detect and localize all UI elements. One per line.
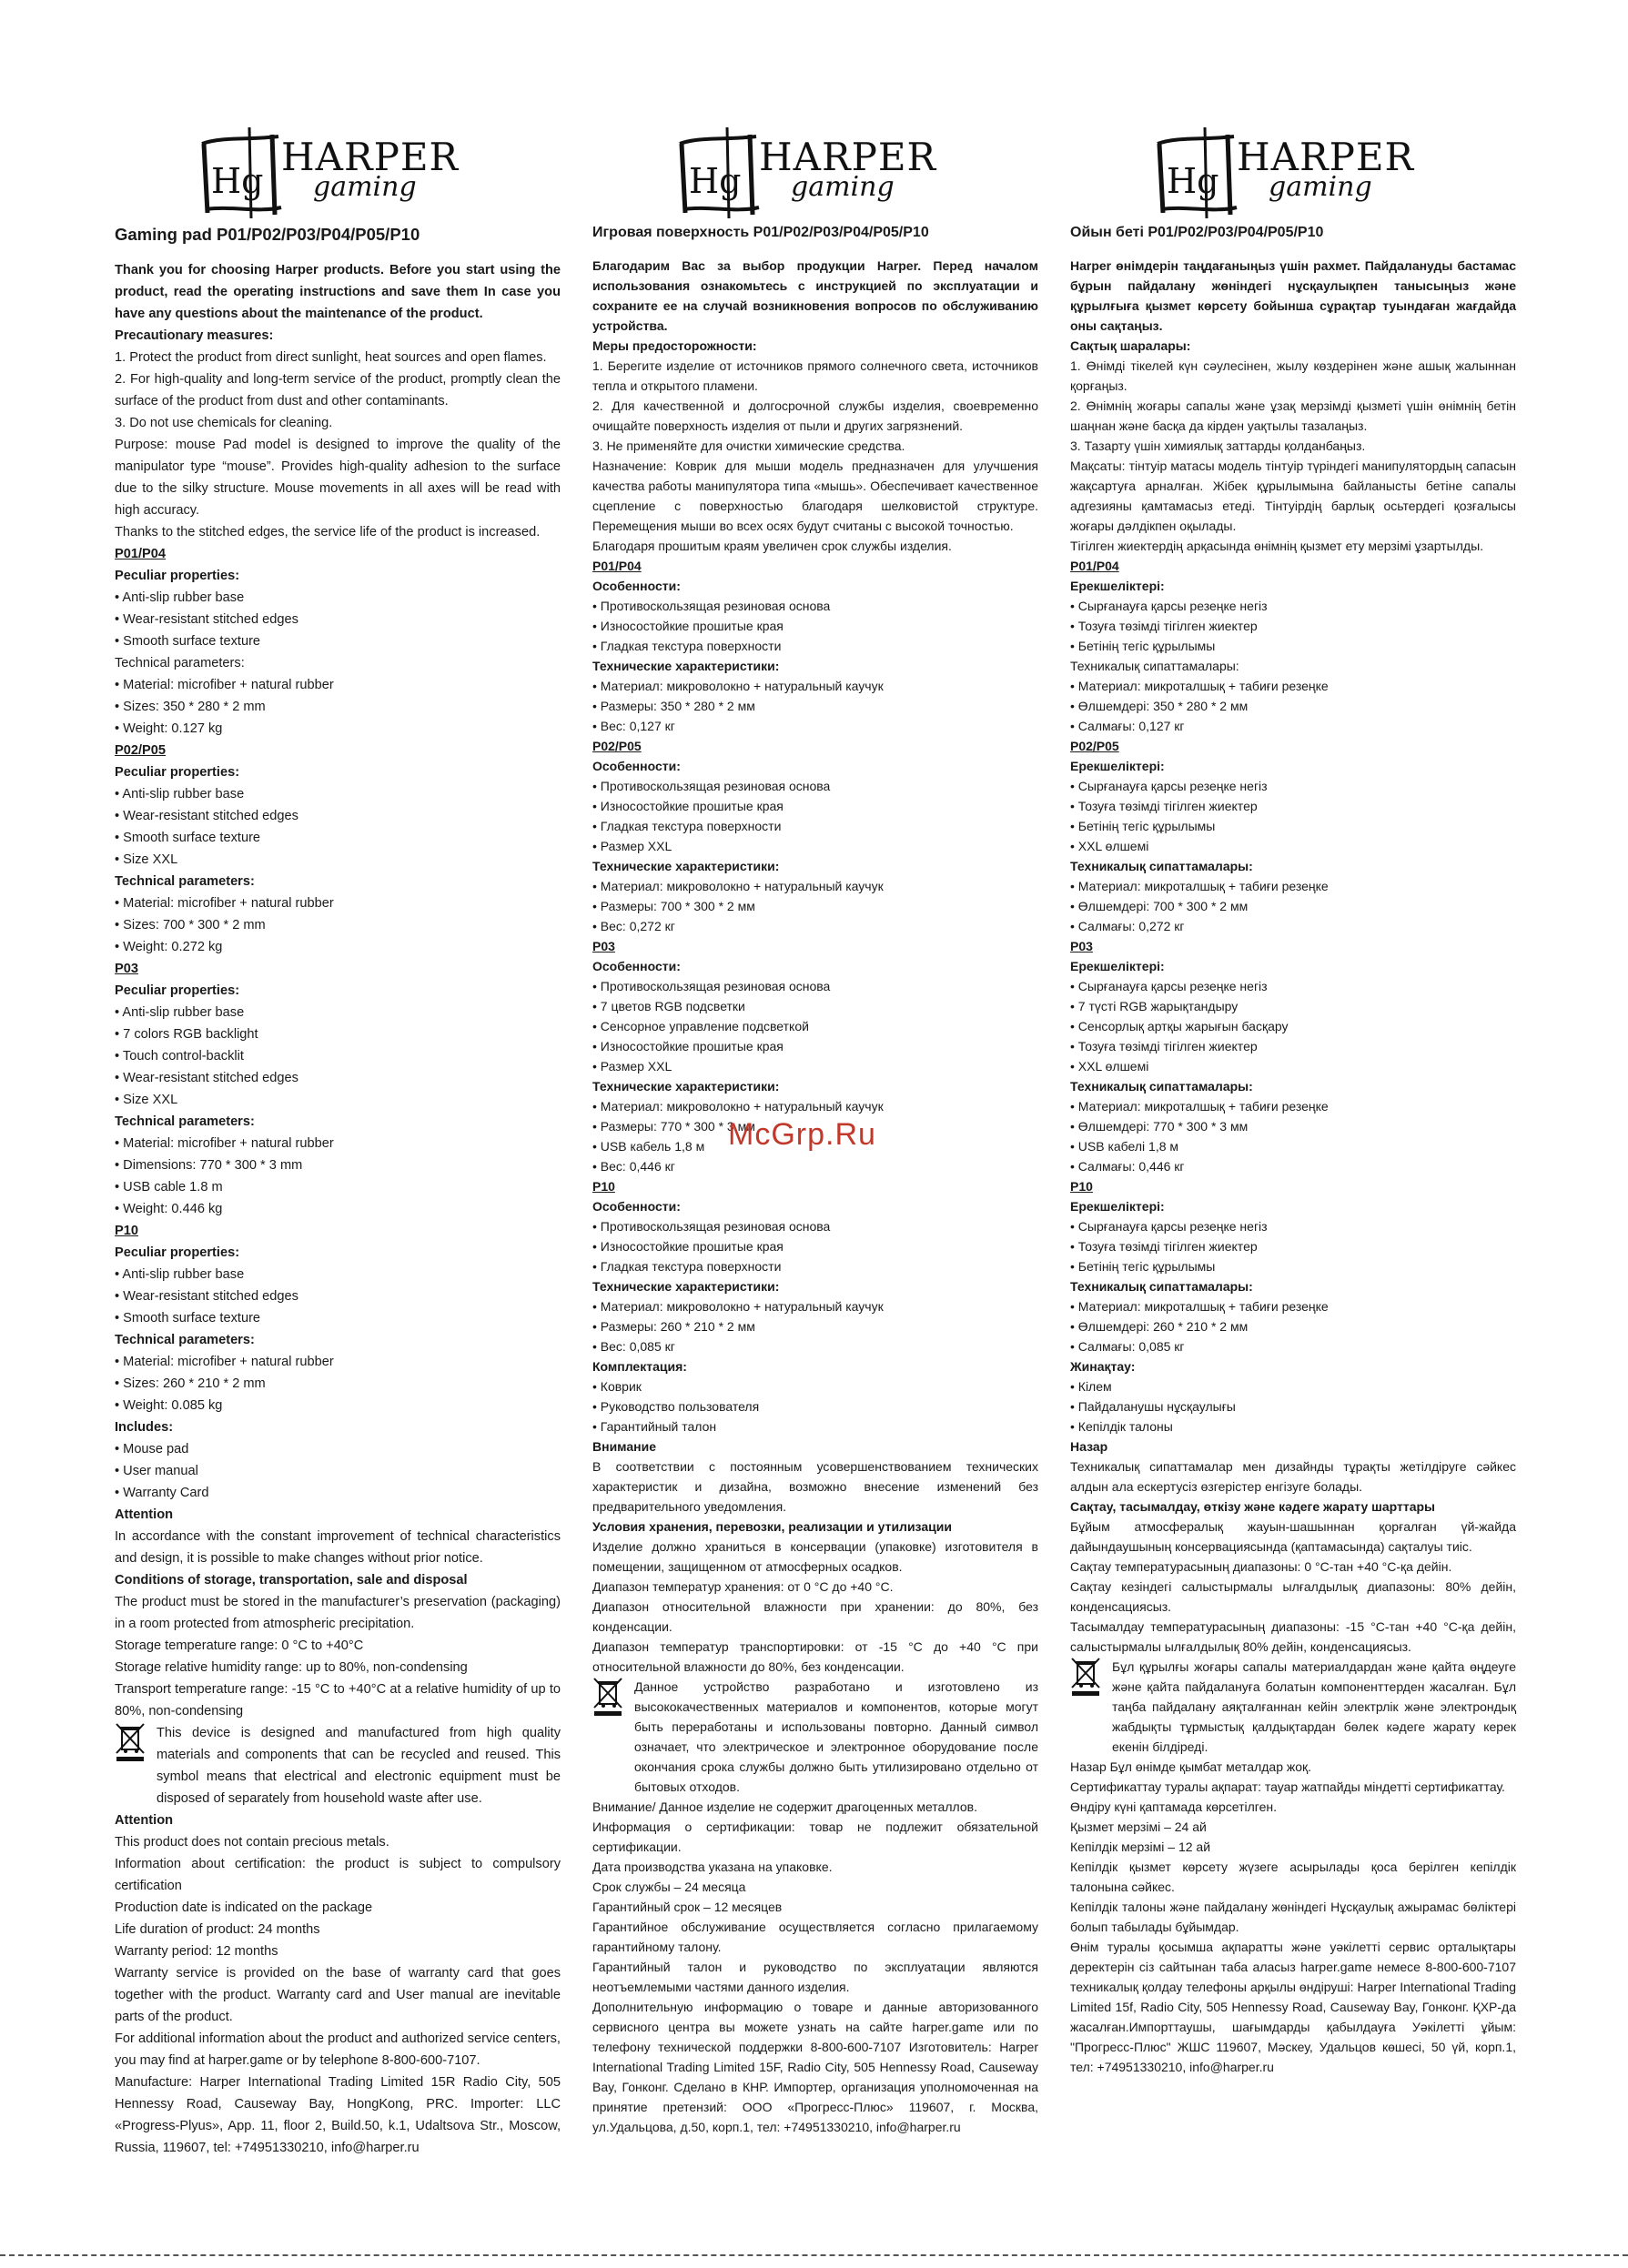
model-heading: P01/P04	[592, 559, 642, 573]
text-line: The product must be stored in the manufacturer’s preservation (packaging) in a room protected from atmospheric precipitation.	[115, 1595, 561, 1631]
text-line: • Anti-slip rubber base	[115, 1267, 245, 1282]
text-line: • Износостойкие прошитые края	[592, 1239, 784, 1254]
text-line: Гарантийный талон и руководство по эксплуатации являются неотъемлемыми частями данного изделия.	[592, 1960, 1038, 1994]
section-heading: Technical parameters:	[115, 874, 255, 889]
text-line: Диапазон температур транспортировки: от -15 °C до +40 °C при относительной влажности до 80%, без конденсации.	[592, 1639, 1038, 1674]
text-line: Изделие должно храниться в консервации (упаковке) изготовителя в помещении, защищенном от атмосферных осадков.	[592, 1539, 1038, 1574]
section-heading: Ерекшеліктері:	[1070, 959, 1165, 973]
text-line: • Износостойкие прошитые края	[592, 799, 784, 813]
section-heading: Комплектация:	[592, 1359, 687, 1374]
text-line: Қызмет мерзімі – 24 ай	[1070, 1819, 1207, 1834]
brand-name: HARPER	[281, 135, 460, 179]
brand-sub: gaming	[313, 171, 417, 203]
text-line: Сақтау температурасының диапазоны: 0 °С-тан +40 °С-қа дейін.	[1070, 1559, 1452, 1574]
hg-mark-icon	[195, 127, 286, 218]
text-line: • Материал: микроволокно + натуральный каучук	[592, 879, 884, 893]
text-line: • Материал: микроволокно + натуральный каучук	[592, 1099, 884, 1114]
section-heading: Сақтық шаралары:	[1070, 338, 1191, 353]
harper-gaming-logo	[195, 127, 459, 223]
text-line: • Размеры: 260 * 210 * 2 мм	[592, 1319, 755, 1334]
text-line: • Гарантийный талон	[592, 1419, 717, 1434]
text-line: • Material: microfiber + natural rubber	[115, 1355, 334, 1369]
section-heading: Особенности:	[592, 959, 681, 973]
section-heading: Особенности:	[592, 579, 681, 593]
text-line: Дополнительную информацию о товаре и данные авторизованного сервисного центра вы можете узнать на сайте harper.game или по телефону технической поддержки 8-800-600-7107 Изготовитель: Harper International Trading Limited 15F, Radio City, 505 Hennessy Road, Causeway Bay, Гонконг. Сделано в КНР. Импортер, организация уполномоченная на принятие претензий: ООО «Прогресс-Плюс» 119607, г. Москва, ул.Удальцова, д.50, корп.1, тел: +74951330210, info@harper.ru	[592, 2000, 1038, 2134]
watermark: McGrp.Ru	[728, 1117, 876, 1152]
text-line: Transport temperature range: -15 °C to +40°C at a relative humidity of up to 80%, non-condensing	[115, 1682, 561, 1719]
section-heading: Жинақтау:	[1070, 1359, 1136, 1374]
text-line: 1. Берегите изделие от источников прямого солнечного света, источников тепла и открытого пламени.	[592, 358, 1038, 393]
svg-text:Hg: Hg	[689, 161, 742, 201]
text-line: • Бетінің тегіс құрылымы	[1070, 639, 1216, 653]
section-heading: Peculiar properties:	[115, 983, 240, 998]
text-line: • Кілем	[1070, 1379, 1112, 1394]
text-line: • Салмағы: 0,127 кг	[1070, 719, 1185, 733]
text-line: • Вес: 0,272 кг	[592, 919, 675, 933]
text-line: • Размеры: 700 * 300 * 2 мм	[592, 899, 755, 913]
section-heading: Технические характеристики:	[592, 1079, 780, 1094]
text-line: Кепілдік талоны және пайдалану жөніндегі Нұсқаулық ажырамас бөліктері болып табылады бұйымдар.	[1070, 1900, 1516, 1934]
text-line: • Touch control-backlit	[115, 1049, 244, 1063]
text-line: Storage temperature range: 0 °C to +40°C	[115, 1638, 364, 1653]
text-line: 3. Тазарту үшін химиялық заттарды қолданбаңыз.	[1070, 438, 1366, 453]
text-line: • Anti-slip rubber base	[115, 590, 245, 605]
model-heading: P03	[115, 962, 138, 976]
model-heading: P03	[1070, 939, 1093, 953]
harper-gaming-logo	[1150, 127, 1414, 223]
text-line: Срок службы – 24 месяца	[592, 1880, 746, 1894]
text-line: Мақсаты: тінтуір матасы модель тінтуір түріндегі манипулятордың сапасын жақсартуға арналған. Жібек құрылымына байланысты бетіне сапалы адгезияны қамтамасыз етеді. Тінтуірдің барлық осьтердегі қозғалысы жоғары дәлдікпен оқылады.	[1070, 459, 1516, 533]
text-line: • Wear-resistant stitched edges	[115, 1071, 298, 1085]
weee-bin-icon	[592, 1677, 627, 1722]
text-line: • Вес: 0,446 кг	[592, 1159, 675, 1174]
section-heading: Технические характеристики:	[592, 1279, 780, 1294]
section-heading: Техникалық сипаттамалары:	[1070, 859, 1253, 873]
body-ru	[592, 256, 1038, 2137]
text-line: • Sizes: 260 * 210 * 2 mm	[115, 1376, 266, 1391]
text-line: • Material: microfiber + natural rubber	[115, 678, 334, 692]
text-line: Information about certification: the product is subject to compulsory certification	[115, 1857, 561, 1893]
weee-bin-icon	[1070, 1657, 1105, 1702]
hg-mark-icon	[1150, 127, 1241, 218]
brand-sub: gaming	[1269, 171, 1372, 203]
text-line: • Материал: микроталшық + табиғи резеңке	[1070, 1299, 1329, 1314]
title-kz: Ойын беті P01/P02/P03/P04/P05/P10	[1070, 225, 1324, 240]
text-line: • Салмағы: 0,085 кг	[1070, 1339, 1185, 1354]
bottom-dashed-line	[0, 2254, 1628, 2256]
text-line: • Сырғанауға қарсы резеңке негіз	[1070, 979, 1268, 993]
text-line: • Weight: 0.127 kg	[115, 721, 223, 736]
text-line: 1. Protect the product from direct sunlight, heat sources and open flames.	[115, 350, 547, 365]
text-line: Warranty period: 12 months	[115, 1944, 278, 1959]
text-line: • 7 colors RGB backlight	[115, 1027, 258, 1042]
model-heading: P10	[115, 1224, 138, 1238]
text-line: Назначение: Коврик для мыши модель предназначен для улучшения качества работы манипулятора типа «мышь». Обеспечивает качественное сцепление с поверхностью благодаря шелковистой структуре. Перемещения мыши во всех осях будут считаны с высокой точностью.	[592, 459, 1038, 533]
text-line: • Салмағы: 0,272 кг	[1070, 919, 1185, 933]
text-line: • Противоскользящая резиновая основа	[592, 599, 831, 613]
text-line: 3. Do not use chemicals for cleaning.	[115, 416, 333, 430]
text-line: Сертификаттау туралы ақпарат: тауар жатпайды міндетті сертификаттау.	[1070, 1779, 1505, 1794]
text-line: • Size XXL	[115, 1093, 178, 1107]
text-line: • Размеры: 770 * 300 * 3 мм	[592, 1119, 755, 1134]
text-line: • USB cable 1.8 m	[115, 1180, 223, 1194]
text-line: Warranty service is provided on the base of warranty card that goes together with the product. Warranty card and User manual are inevitable parts of the product.	[115, 1966, 561, 2024]
text-line: • Материал: микроталшық + табиғи резеңке	[1070, 879, 1329, 893]
column-kazakh	[1070, 127, 1516, 2077]
text-line: • Тозуға төзімді тігілген жиектер	[1070, 1039, 1258, 1053]
text-line: • Сенсорное управление подсветкой	[592, 1019, 809, 1033]
text-line: • Өлшемдері: 700 * 300 * 2 мм	[1070, 899, 1249, 913]
text-line: Тігілген жиектердің арқасында өнімнің қызмет ету мерзімі ұзартылды.	[1070, 539, 1484, 553]
text-line: • Пайдаланушы нұсқаулығы	[1070, 1399, 1236, 1414]
text-line: • Тозуға төзімді тігілген жиектер	[1070, 1239, 1258, 1254]
text-line: Информация о сертификации: товар не подлежит обязательной сертификации.	[592, 1819, 1038, 1854]
body-kz	[1070, 256, 1516, 2077]
weee-text: This device is designed and manufactured from high quality materials and components that can be recycled and reused. This symbol means that electrical and electronic equipment must be disposed of separately from household waste after use.	[157, 1726, 561, 1806]
text-line: В соответствии с постоянным усовершенствованием технических характеристик и дизайна, возможно внесение изменений без предварительного уведомления.	[592, 1459, 1038, 1514]
text-line: Диапазон температур хранения: от 0 °C до +40 °C.	[592, 1579, 894, 1594]
text-line: • 7 цветов RGB подсветки	[592, 999, 745, 1013]
weee-notice	[115, 1722, 561, 1809]
text-line: • Wear-resistant stitched edges	[115, 1289, 298, 1304]
text-line: Внимание/ Данное изделие не содержит драгоценных металлов.	[592, 1799, 977, 1814]
text-line: Техникалық сипаттамалар мен дизайнды тұрақты жетілдіруге сәйкес алдын ала ескертусіз өзгерістер енгізуге болады.	[1070, 1459, 1516, 1494]
text-line: • Тозуға төзімді тігілген жиектер	[1070, 619, 1258, 633]
text-line: Life duration of product: 24 months	[115, 1922, 320, 1937]
text-line: Техникалық сипаттамалары:	[1070, 659, 1239, 673]
section-heading: Техникалық сипаттамалары:	[1070, 1079, 1253, 1094]
section-heading: Сақтау, тасымалдау, өткізу және кәдеге жарату шарттары	[1070, 1499, 1435, 1514]
text-line: • Smooth surface texture	[115, 831, 261, 845]
section-heading: Peculiar properties:	[115, 569, 240, 583]
text-line: • Өлшемдері: 260 * 210 * 2 мм	[1070, 1319, 1249, 1334]
text-line: • Кепілдік талоны	[1070, 1419, 1173, 1434]
section-heading: Technical parameters:	[115, 1333, 255, 1347]
weee-notice	[1070, 1657, 1516, 1757]
text-line: 2. For high-quality and long-term service of the product, promptly clean the surface of the product from dust and other contaminants.	[115, 372, 561, 408]
text-line: • Warranty Card	[115, 1486, 209, 1500]
text-line: • Anti-slip rubber base	[115, 1005, 245, 1020]
section-heading: Precautionary measures:	[115, 328, 274, 343]
section-heading: Ерекшеліктері:	[1070, 579, 1165, 593]
column-english	[115, 127, 561, 2159]
section-heading: Особенности:	[592, 1199, 681, 1214]
text-line: Сақтау кезіндегі салыстырмалы ылғалдылық диапазоны: 80% дейін, конденсациясыз.	[1070, 1579, 1516, 1614]
section-heading: Благодарим Вас за выбор продукции Harper. Перед началом использования ознакомьтесь с инструкцией по эксплуатации и сохраните ее на случай возникновения вопросов по обслуживанию устройства.	[592, 258, 1038, 333]
text-line: • Wear-resistant stitched edges	[115, 612, 298, 627]
section-heading: Техникалық сипаттамалары:	[1070, 1279, 1253, 1294]
section-heading: Технические характеристики:	[592, 859, 780, 873]
text-line: • Противоскользящая резиновая основа	[592, 779, 831, 793]
text-line: • Руководство пользователя	[592, 1399, 760, 1414]
text-line: • Материал: микроволокно + натуральный каучук	[592, 1299, 884, 1314]
section-heading: Technical parameters:	[115, 1114, 255, 1129]
text-line: • Вес: 0,085 кг	[592, 1339, 675, 1354]
section-heading: Меры предосторожности:	[592, 338, 757, 353]
text-line: Кепілдік мерзімі – 12 ай	[1070, 1840, 1211, 1854]
model-heading: P01/P04	[115, 547, 166, 561]
section-heading: Includes:	[115, 1420, 174, 1435]
text-line: Гарантийное обслуживание осуществляется согласно прилагаемому гарантийному талону.	[592, 1920, 1038, 1954]
text-line: • Коврик	[592, 1379, 642, 1394]
text-line: • Материал: микроталшық + табиғи резеңке	[1070, 679, 1329, 693]
section-heading: Harper өнімдерін таңдағаныңыз үшін рахмет. Пайдалануды бастамас бұрын пайдалану жөніндегі нұсқаулықпен танысыңыз және құрылғыға қызмет көрсету бойынша сұрақтар туындаған жағдайда оны сақтаңыз.	[1070, 258, 1516, 333]
text-line: Бұйым атмосфералық жауын-шашыннан қорғалған үй-жайда дайындаушының консервациясында (қаптамасында) сақталуы тиіс.	[1070, 1519, 1516, 1554]
text-line: • Sizes: 350 * 280 * 2 mm	[115, 700, 266, 714]
section-heading: Attention	[115, 1813, 174, 1828]
text-line: • Size XXL	[115, 852, 178, 867]
text-line: • Гладкая текстура поверхности	[592, 1259, 782, 1274]
text-line: Благодаря прошитым краям увеличен срок службы изделия.	[592, 539, 952, 553]
brand-name: HARPER	[1237, 135, 1415, 179]
text-line: • Противоскользящая резиновая основа	[592, 979, 831, 993]
text-line: • Material: microfiber + natural rubber	[115, 1136, 334, 1151]
text-line: • Material: microfiber + natural rubber	[115, 896, 334, 911]
brand-sub: gaming	[791, 171, 895, 203]
text-line: • USB кабель 1,8 м	[592, 1139, 705, 1154]
text-line: Production date is indicated on the package	[115, 1900, 373, 1915]
text-line: 2. Для качественной и долгосрочной службы изделия, своевременно очищайте поверхность изделия от пыли и других загрязнений.	[592, 398, 1038, 433]
text-line: • Сенсорлық артқы жарығын басқару	[1070, 1019, 1289, 1033]
text-line: For additional information about the product and authorized service centers, you may find at harper.game or by telephone 8-800-600-7107.	[115, 2031, 561, 2068]
model-heading: P10	[1070, 1179, 1093, 1194]
section-heading: Ерекшеліктері:	[1070, 759, 1165, 773]
section-heading: Attention	[115, 1507, 174, 1522]
text-line: • Материал: микроталшық + табиғи резеңке	[1070, 1099, 1329, 1114]
text-line: • Weight: 0.446 kg	[115, 1202, 223, 1216]
text-line: • Износостойкие прошитые края	[592, 1039, 784, 1053]
model-heading: P01/P04	[1070, 559, 1119, 573]
svg-text:Hg: Hg	[211, 161, 264, 201]
text-line: • Бетінің тегіс құрылымы	[1070, 1259, 1216, 1274]
section-heading: Thank you for choosing Harper products. Before you start using the product, read the operating instructions and save them In case you have any questions about the maintenance of the product.	[115, 263, 561, 321]
text-line: • Smooth surface texture	[115, 1311, 261, 1326]
text-line: • Өлшемдері: 350 * 280 * 2 мм	[1070, 699, 1249, 713]
text-line: Өндіру күні қаптамада көрсетілген.	[1070, 1799, 1277, 1814]
text-line: • Sizes: 700 * 300 * 2 mm	[115, 918, 266, 932]
text-line: 2. Өнімнің жоғары сапалы және ұзақ мерзімді қызметі үшін өнімнің бетін шаңнан және басқа да кірден уақтылы тазалаңыз.	[1070, 398, 1516, 433]
svg-text:Hg: Hg	[1167, 161, 1219, 201]
section-heading: Conditions of storage, transportation, sale and disposal	[115, 1573, 468, 1588]
text-line: • User manual	[115, 1464, 198, 1478]
text-line: • Weight: 0.272 kg	[115, 940, 223, 954]
brand-name: HARPER	[759, 135, 937, 179]
text-line: • Dimensions: 770 * 300 * 3 mm	[115, 1158, 303, 1173]
text-line: • Anti-slip rubber base	[115, 787, 245, 801]
text-line: • 7 түсті RGB жарықтандыру	[1070, 999, 1239, 1013]
text-line: • USB кабелі 1,8 м	[1070, 1139, 1179, 1154]
text-line: • Mouse pad	[115, 1442, 189, 1457]
text-line: Өнім туралы қосымша ақпаратты және уәкілетті сервис орталықтары деректерін сіз сайтынан таба аласыз harper.game немесе 8-800-600-7107 техникалық қолдау телефоны арқылы өндіруші: Harper International Trading Limited 15f, Radio City, 505 Hennessy Road, Causeway Bay, Гонконг. ҚХР-да жасалған.Импорттаушы, шағымдарды қабылдауға Уәкілетті ұйым: "Прогресс-Плюс" ЖШС 119607, Мәскеу, Удальцов көшесі, 50 үй, корп.1, тел: +74951330210, info@harper.ru	[1070, 1940, 1516, 2074]
text-line: • Weight: 0.085 kg	[115, 1398, 223, 1413]
model-heading: P02/P05	[1070, 739, 1119, 753]
section-heading: Внимание	[592, 1439, 656, 1454]
text-line: • Вес: 0,127 кг	[592, 719, 675, 733]
text-line: Диапазон относительной влажности при хранении: до 80%, без конденсации.	[592, 1599, 1038, 1634]
text-line: Technical parameters:	[115, 656, 245, 670]
text-line: Thanks to the stitched edges, the service life of the product is increased.	[115, 525, 541, 539]
section-heading: Особенности:	[592, 759, 681, 773]
text-line: • Өлшемдері: 770 * 300 * 3 мм	[1070, 1119, 1249, 1134]
text-line: Назар Бұл өнімде қымбат металдар жоқ.	[1070, 1759, 1312, 1774]
section-heading: Peculiar properties:	[115, 1245, 240, 1260]
section-heading: Ерекшеліктері:	[1070, 1199, 1165, 1214]
text-line: Кепілдік қызмет көрсету жүзеге асырылады қоса берілген кепілдік талонына сәйкес.	[1070, 1860, 1516, 1894]
text-line: • Размер XXL	[592, 1059, 672, 1074]
text-line: • XXL өлшемі	[1070, 1059, 1149, 1074]
text-line: Тасымалдау температурасының диапазоны: -15 °С-тан +40 °С-қа дейін, салыстырмалы ылғалдылық 80% дейін, конденсациясыз.	[1070, 1619, 1516, 1654]
text-line: • Бетінің тегіс құрылымы	[1070, 819, 1216, 833]
text-line: 1. Өнімді тікелей күн сәулесінен, жылу көздерінен және ашық жалыннан қорғаңыз.	[1070, 358, 1516, 393]
text-line: • Сырғанауға қарсы резеңке негіз	[1070, 779, 1268, 793]
weee-text: Данное устройство разработано и изготовлено из высококачественных материалов и компонентов, которые могут быть переработаны и использованы повторно. Данный символ означает, что электрическое и электронное оборудование после окончания срока службы должно быть утилизировано отдельно от бытовых отходов.	[634, 1679, 1038, 1794]
text-line: • Салмағы: 0,446 кг	[1070, 1159, 1185, 1174]
title-en: Gaming pad P01/P02/P03/P04/P05/P10	[115, 225, 420, 244]
hg-mark-icon	[672, 127, 763, 218]
text-line: • Сырғанауға қарсы резеңке негіз	[1070, 599, 1268, 613]
model-heading: P03	[592, 939, 615, 953]
text-line: • Материал: микроволокно + натуральный каучук	[592, 679, 884, 693]
text-line: 3. Не применяйте для очистки химические средства.	[592, 438, 905, 453]
weee-text: Бұл құрылғы жоғары сапалы материалдардан және қайта өңдеуге және қайта пайдалануға болатын компоненттерден жасалған. Бұл таңба пайдалану аяқталғаннан кейін электрлік және электрондық жабдықты тұрмыстық қалдықтардан бөлек кәдеге жарату керек екенін білдіреді.	[1112, 1659, 1516, 1754]
section-heading: Peculiar properties:	[115, 765, 240, 780]
body-en	[115, 259, 561, 2159]
text-line: • Smooth surface texture	[115, 634, 261, 649]
text-line: Дата производства указана на упаковке.	[592, 1860, 833, 1874]
text-line: Purpose: mouse Pad model is designed to improve the quality of the manipulator type “mouse”. Provides high-quality adhesion to the surface due to the silky structure. Mouse movements in all axes will be read with high accuracy.	[115, 438, 561, 518]
text-line: • Wear-resistant stitched edges	[115, 809, 298, 823]
section-heading: Условия хранения, перевозки, реализации и утилизации	[592, 1519, 952, 1534]
model-heading: P02/P05	[592, 739, 642, 753]
model-heading: P10	[592, 1179, 615, 1194]
model-heading: P02/P05	[115, 743, 166, 758]
text-line: • Гладкая текстура поверхности	[592, 639, 782, 653]
text-line: Manufacture: Harper International Trading Limited 15R Radio City, 505 Hennessy Road, Causeway Bay, HongKong, PRC. Importer: LLC «Progress-Plyus», App. 11, floor 2, Build.50, k.1, Udaltsova Str., Moscow, Russia, 119607, tel: +74951330210, info@harper.ru	[115, 2075, 561, 2155]
text-line: • Размер XXL	[592, 839, 672, 853]
weee-notice	[592, 1677, 1038, 1797]
section-heading: Назар	[1070, 1439, 1108, 1454]
text-line: • Размеры: 350 * 280 * 2 мм	[592, 699, 755, 713]
text-line: • Противоскользящая резиновая основа	[592, 1219, 831, 1234]
text-line: • Гладкая текстура поверхности	[592, 819, 782, 833]
section-heading: Технические характеристики:	[592, 659, 780, 673]
harper-gaming-logo	[672, 127, 936, 223]
text-line: In accordance with the constant improvement of technical characteristics and design, it is possible to make changes without prior notice.	[115, 1529, 561, 1566]
text-line: • Сырғанауға қарсы резеңке негіз	[1070, 1219, 1268, 1234]
text-line: • Тозуға төзімді тігілген жиектер	[1070, 799, 1258, 813]
title-ru: Игровая поверхность P01/P02/P03/P04/P05/P10	[592, 225, 929, 240]
text-line: Storage relative humidity range: up to 80%, non-condensing	[115, 1660, 468, 1675]
text-line: • Износостойкие прошитые края	[592, 619, 784, 633]
weee-bin-icon	[115, 1722, 149, 1769]
text-line: Гарантийный срок – 12 месяцев	[592, 1900, 783, 1914]
text-line: • XXL өлшемі	[1070, 839, 1149, 853]
text-line: This product does not contain precious metals.	[115, 1835, 389, 1850]
